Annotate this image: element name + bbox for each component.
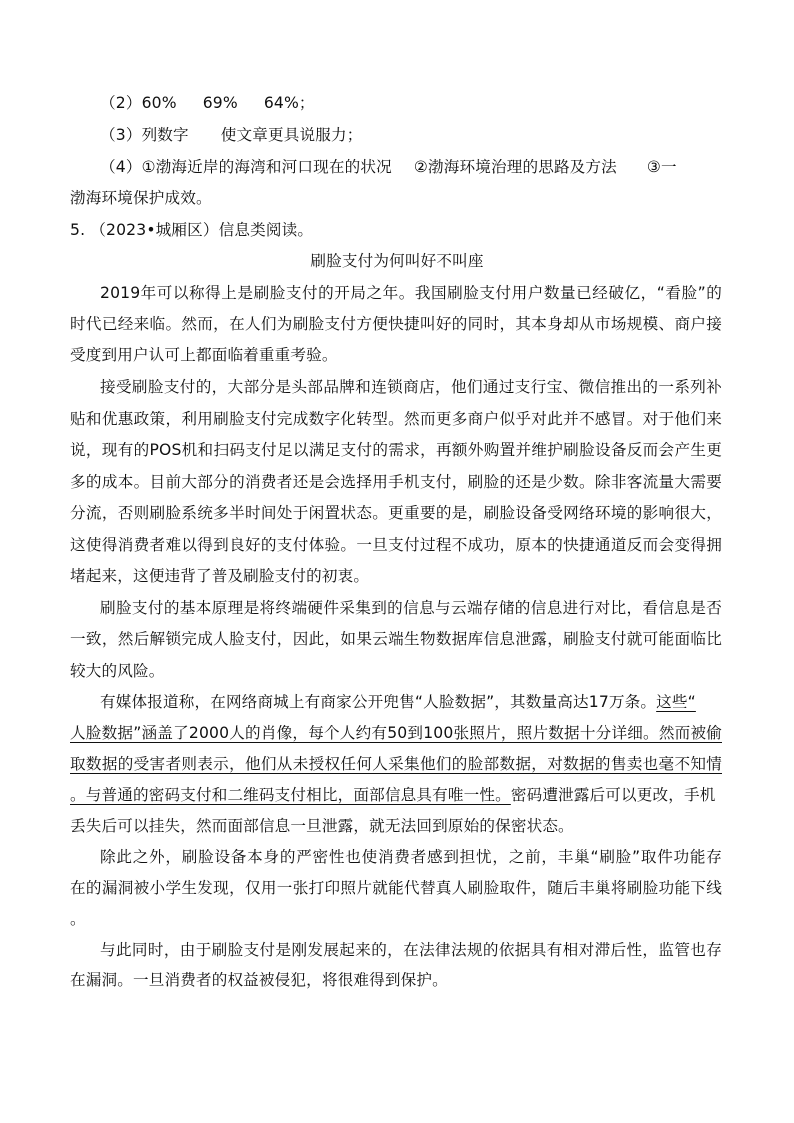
paragraph-text: 密码遭泄露后可以更改，手机 — [510, 786, 716, 804]
paragraph-line: 与此同时，由于刷脸支付是刚发展起来的，在法律法规的依据具有相对滞后性，监管也存 — [100, 941, 722, 959]
underlined-text: 这些“ — [656, 693, 696, 711]
paragraph-line: 丢失后可以挂失，然而面部信息一旦泄露，就无法回到原始的保密状态。 — [70, 817, 574, 835]
paragraph-line: 。 — [70, 910, 86, 928]
answer-q4-part-1: ①渤海近岸的海湾和河口现在的状况 — [141, 158, 392, 176]
paragraph-line: 人脸数据”涵盖了2000人的肖像，每个人约有50到100张照片，照片数据十分详细。然而被偷 — [70, 724, 722, 742]
paragraph-line: 较大的风险。 — [70, 662, 165, 680]
paragraph-line: 2019年可以称得上是刷脸支付的开局之年。我国刷脸支付用户数量已经破亿，“看脸”的 — [100, 284, 722, 302]
paragraph-line: 一致，然后解锁完成人脸支付，因此，如果云端生物数据库信息泄露，刷脸支付就可能面临比 — [70, 630, 722, 648]
question-number: 5. — [70, 221, 86, 239]
paragraph-line: 除此之外，刷脸设备本身的严密性也使消费者感到担忧，之前，丰巢“刷脸”取件功能存 — [100, 848, 722, 866]
paragraph-line: 多的成本。目前大部分的消费者还是会选择用手机支付，刷脸的还是少数。除非客流量大需要 — [70, 473, 722, 491]
answer-q2-value-1: 60% — [141, 94, 177, 112]
answer-q2 — [100, 93, 722, 113]
paragraph-line: 刷脸支付的基本原理是将终端硬件采集到的信息与云端存储的信息进行对比，看信息是否 — [100, 599, 722, 617]
paragraph-line — [100, 692, 722, 712]
answer-q4-part-2: ②渤海环境治理的思路及方法 — [413, 158, 617, 176]
paragraph-line: 分流，否则刷脸系统多半时间处于闲置状态。更重要的是，刷脸设备受网络环境的影响很大， — [70, 504, 722, 522]
answer-q3-method: 列数字 — [141, 126, 189, 144]
paragraph-line — [70, 785, 722, 805]
answer-q4 — [100, 157, 722, 177]
paragraph-line: 受度到用户认可上都面临着重重考验。 — [70, 346, 338, 364]
paragraph-text: 有媒体报道称，在网络商城上有商家公开兜售“人脸数据”，其数量高达17万条。 — [100, 693, 657, 711]
paragraph-line: 说，现有的POS机和扫码支付足以满足支付的需求，再额外购置并维护刷脸设备反而会产生更 — [70, 441, 722, 459]
answer-q3-label: （3） — [100, 126, 142, 144]
paragraph-line: 贴和优惠政策，利用刷脸支付完成数字化转型。然而更多商户似乎对此并不感冒。对于他们来 — [70, 410, 722, 428]
answer-q4-label: （4） — [100, 158, 142, 176]
question-5 — [70, 220, 722, 240]
article-title: 刷脸支付为何叫好不叫座 — [310, 252, 484, 270]
paragraph-line: 时代已经来临。然而，在人们为刷脸支付方便快捷叫好的同时，其本身却从市场规模、商户接 — [70, 315, 722, 333]
paragraph-line: 取数据的受害者则表示，他们从未授权任何人采集他们的脸部数据，对数据的售卖也毫不知情 — [70, 755, 722, 773]
answer-q3-effect: 使文章更具说服力； — [220, 126, 363, 144]
paragraph-line: 堵起来，这便违背了普及刷脸支付的初衷。 — [70, 567, 370, 585]
answer-q2-value-3: 64%； — [263, 94, 315, 112]
paragraph-line: 接受刷脸支付的，大部分是头部品牌和连锁商店，他们通过支行宝、微信推出的一系列补 — [100, 378, 722, 396]
answer-q4-continued: 渤海环境保护成效。 — [70, 189, 212, 207]
answer-q3 — [100, 125, 722, 145]
paragraph-line: 这使得消费者难以得到良好的支付体验。一旦支付过程不成功，原本的快捷通道反而会变得拥 — [70, 536, 722, 554]
answer-q4-part-3: ③一 — [646, 158, 677, 176]
question-text: （2023•城厢区）信息类阅读。 — [90, 221, 314, 239]
paragraph-line: 在的漏洞被小学生发现，仅用一张打印照片就能代替真人刷脸取件，随后丰巢将刷脸功能下线 — [70, 879, 722, 897]
answer-q2-value-2: 69% — [202, 94, 238, 112]
paragraph-line: 在漏洞。一旦消费者的权益被侵犯，将很难得到保护。 — [70, 971, 448, 989]
answer-q2-label: （2） — [100, 94, 142, 112]
underlined-text: 。与普通的密码支付和二维码支付相比，面部信息具有唯一性。 — [70, 786, 511, 804]
